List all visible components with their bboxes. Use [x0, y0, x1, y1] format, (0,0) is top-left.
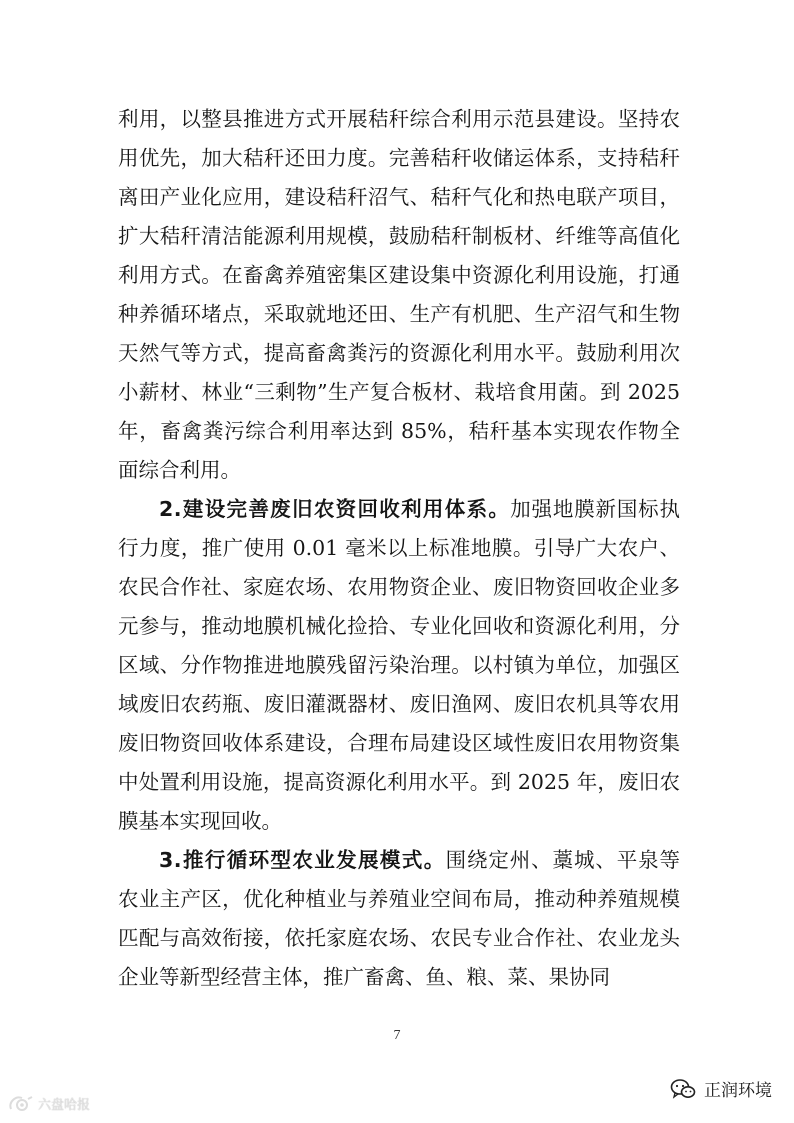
section-3-body: 围绕定州、藁城、平泉等农业主产区，优化种植业与养殖业空间布局，推动种养殖规模匹配与高效衔接，依托家庭农场、农民专业合作社、农业龙头企业等新型经营主体，推广畜禽、鱼、粮、菜、果协同	[118, 848, 680, 989]
paragraph-straw-utilization: 利用，以整县推进方式开展秸秆综合利用示范县建设。坚持农用优先，加大秸秆还田力度。完善秸秆收储运体系，支持秸秆离田产业化应用，建设秸秆沼气、秸秆气化和热电联产项目，扩大秸秆清洁能源利用规模，鼓励秸秆制板材、纤维等高值化利用方式。在畜禽养殖密集区建设集中资源化利用设施，打通种养循环堵点，采取就地还田、生产有机肥、生产沼气和生物天然气等方式，提高畜禽粪污的资源化利用水平。鼓励利用次小薪材、林业“三剩物”生产复合板材、栽培食用菌。到 2025 年，畜禽粪污综合利用率达到 85%，秸秆基本实现农作物全面综合利用。	[118, 107, 680, 482]
source-watermark	[8, 1094, 90, 1113]
paragraph-section-3	[118, 841, 680, 997]
account-watermark-text: 正润环境	[704, 1081, 772, 1101]
camera-logo-icon	[8, 1095, 34, 1113]
section-2-body: 加强地膜新国标执行力度，推广使用 0.01 毫米以上标准地膜。引导广大农户、农民合作社、家庭农场、农用物资企业、废旧物资回收企业多元参与，推动地膜机械化捡拾、专业化回收和资源化利用，分区域、分作物推进地膜残留污染治理。以村镇为单位，加强区域废旧农药瓶、废旧灌溉器材、废旧渔网、废旧农机具等农用废旧物资回收体系建设，合理布局建设区域性废旧农用物资集中处置利用设施，提高资源化利用水平。到 2025 年，废旧农膜基本实现回收。	[118, 497, 680, 833]
section-3-heading: 3.推行循环型农业发展模式。	[159, 848, 446, 872]
section-2-heading: 2.建设完善废旧农资回收利用体系。	[159, 497, 511, 521]
page-number: 7	[393, 1028, 401, 1043]
account-watermark	[670, 1076, 772, 1101]
wechat-icon	[670, 1078, 696, 1100]
source-watermark-text: 六盘哈报	[38, 1098, 91, 1113]
document-body	[118, 100, 680, 997]
paragraph-section-2	[118, 490, 680, 841]
